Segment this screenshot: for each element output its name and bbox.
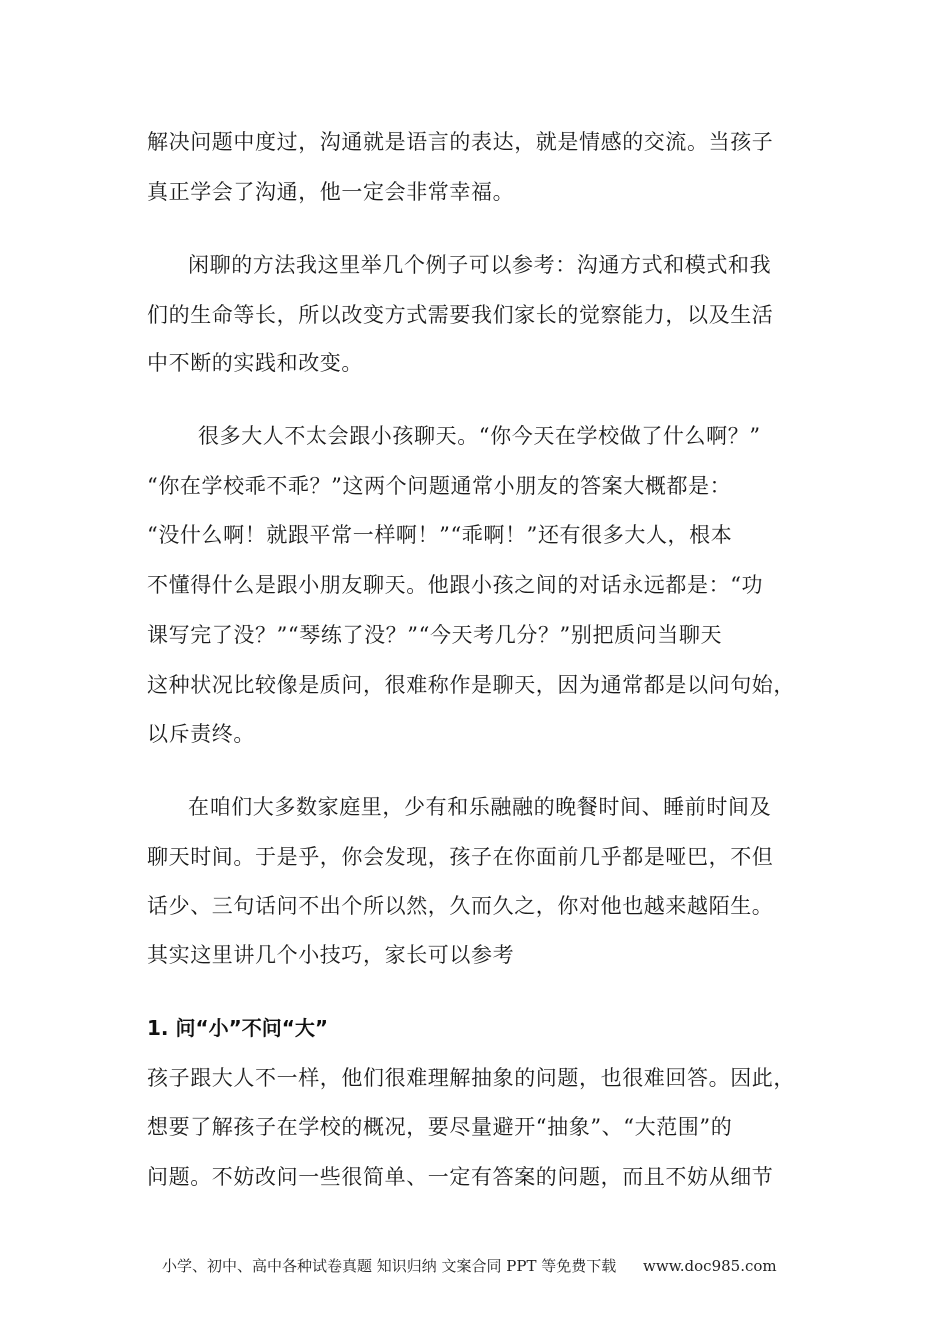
text-line: 聊天时间。于是乎，你会发现，孩子在你面前几乎都是哑巴，不但: [147, 845, 774, 869]
text-line: 们的生命等长，所以改变方式需要我们家长的觉察能力，以及生活: [147, 303, 774, 327]
text-line: 以斥责终。: [147, 722, 255, 746]
text-line: 问题。不妨改问一些很简单、一定有答案的问题，而且不妨从细节: [147, 1165, 774, 1189]
text-line: 真正学会了沟通，他一定会非常幸福。: [147, 180, 515, 204]
text-line: 中不断的实践和改变。: [147, 351, 363, 375]
text-line: 想要了解孩子在学校的概况，要尽量避开“抽象”、“大范围”的: [147, 1115, 733, 1139]
text-line: 闲聊的方法我这里举几个例子可以参考：沟通方式和模式和我: [188, 253, 772, 277]
text-line: “没什么啊！就跟平常一样啊！”“乖啊！”还有很多大人，根本: [147, 523, 733, 547]
text-line: 课写完了没？”“琴练了没？”“今天考几分？”别把质问当聊天: [147, 623, 723, 647]
footer-site-link[interactable]: www.doc985.com: [643, 1257, 777, 1275]
text-line: 解决问题中度过，沟通就是语言的表达，就是情感的交流。当孩子: [147, 130, 774, 154]
text-line: 不懂得什么是跟小朋友聊天。他跟小孩之间的对话永远都是：“功: [147, 573, 764, 597]
footer-text: 小学、初中、高中各种试卷真题 知识归纳 文案合同 PPT 等免费下载: [162, 1257, 617, 1275]
text-line: 其实这里讲几个小技巧，家长可以参考: [147, 943, 515, 967]
text-line: “你在学校乖不乖？”这两个问题通常小朋友的答案大概都是：: [147, 474, 732, 498]
text-line: 话少、三句话问不出个所以然，久而久之，你对他也越来越陌生。: [147, 894, 774, 918]
page-footer: [162, 1255, 777, 1277]
text-line: 这种状况比较像是质问，很难称作是聊天，因为通常都是以问句始，: [147, 673, 795, 697]
section-heading: 1. 问“小”不问“大”: [147, 1016, 329, 1040]
text-line: 很多大人不太会跟小孩聊天。“你今天在学校做了什么啊？”: [198, 424, 761, 448]
text-line: 在咱们大多数家庭里，少有和乐融融的晚餐时间、睡前时间及: [188, 795, 772, 819]
text-line: 孩子跟大人不一样，他们很难理解抽象的问题，也很难回答。因此，: [147, 1066, 795, 1090]
